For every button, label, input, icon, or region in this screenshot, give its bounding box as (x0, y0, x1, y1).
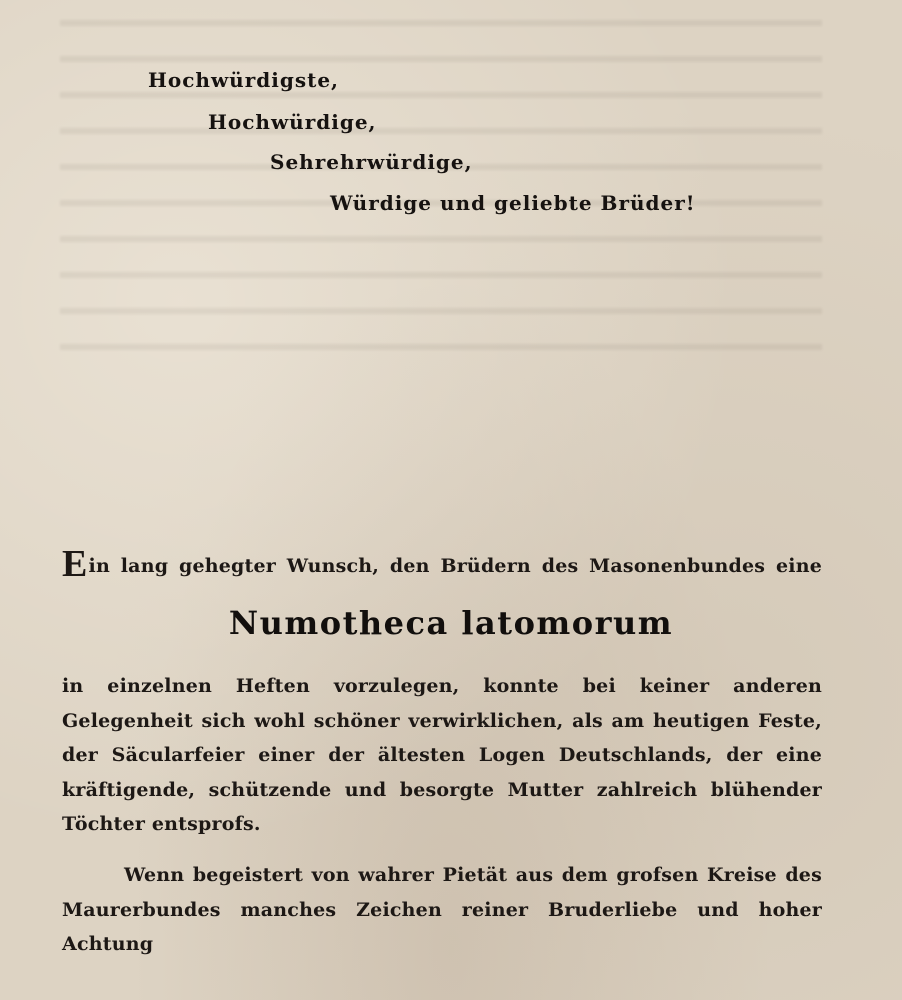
paragraph-1-continuation: in einzelnen Heften vorzulegen, konnte bei keiner anderen Gelegenheit sich wohl schöner verwirklichen, als am heutigen Feste, der Säcularfeier einer der ältesten Logen Deutschlands, der eine kräftigende, schützende und besorgte Mutter zahlreich blühender Töchter entsprofs. (62, 675, 822, 835)
salutation-line-3: Sehrehrwürdige, (270, 150, 473, 174)
salutation-line-1: Hochwürdigste, (148, 68, 340, 92)
salutation-line-4: Würdige und geliebte Brüder! (330, 191, 696, 215)
work-title: Numotheca latomorum (228, 604, 674, 642)
paragraph-2: Wenn begeistert von wahrer Pietät aus dem grofsen Kreise des Maurerbundes manches Zeichen reiner Bruderliebe und hoher Achtung (62, 864, 822, 955)
salutation-line-2: Hochwürdige, (208, 110, 377, 134)
bleed-through-texture (60, 0, 822, 380)
opening-line-text: in lang gehegter Wunsch, den Brüdern des Masonenbundes eine (88, 555, 822, 577)
paragraph-1-opening (62, 540, 822, 592)
opening-line (62, 540, 822, 592)
drop-cap: E (62, 543, 88, 585)
